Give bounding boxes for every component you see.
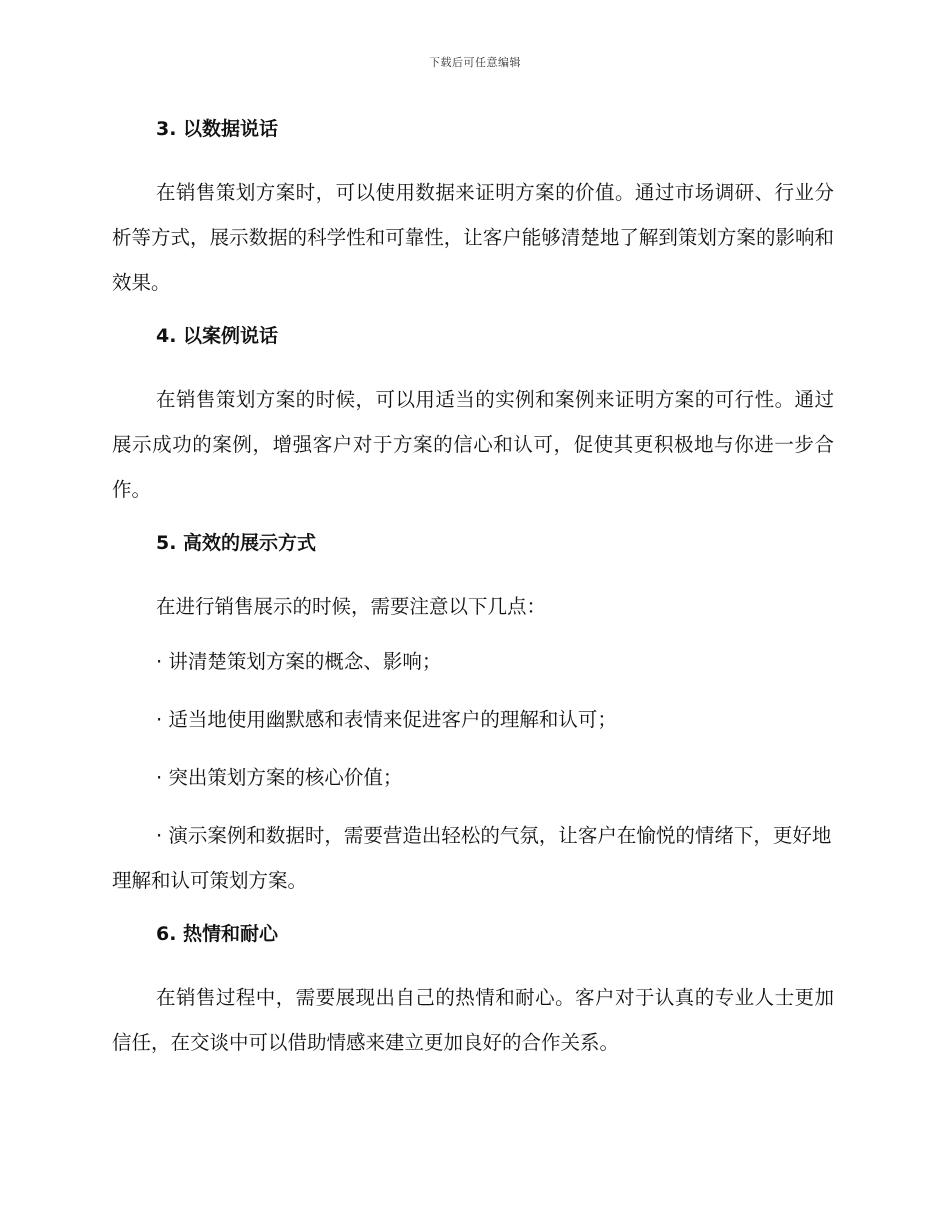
document-body: [112, 112, 834, 1075]
bullet-item: · 突出策划方案的核心价值；: [156, 766, 403, 789]
paragraph: 在销售策划方案的时候，可以用适当的实例和案例来证明方案的可行性。通过展示成功的案例，增强客户对于方案的信心和认可，促使其更积极地与你进一步合作。: [112, 388, 834, 501]
paragraph: 在销售策划方案时，可以使用数据来证明方案的价值。通过市场调研、行业分析等方式，展示数据的科学性和可靠性，让客户能够清楚地了解到策划方案的影响和效果。: [112, 181, 834, 294]
section-heading: 3. 以数据说话: [156, 118, 279, 140]
section-heading: 6. 热情和耐心: [156, 923, 279, 945]
page-header: 下载后可任意编辑: [429, 56, 521, 69]
section-6: [112, 917, 834, 1065]
section-3: [112, 112, 834, 305]
paragraph: 在进行销售展示的时候，需要注意以下几点：: [156, 595, 547, 618]
bullet-item: · 适当地使用幽默感和表情来促进客户的理解和认可；: [156, 708, 617, 731]
section-heading: 5. 高效的展示方式: [156, 532, 317, 554]
bullet-item: · 讲清楚策划方案的概念、影响；: [156, 650, 442, 673]
bullet-item: · 演示案例和数据时，需要营造出轻松的气氛，让客户在愉悦的情绪下，更好地理解和认可策划方案。: [112, 824, 832, 892]
section-5: [112, 526, 834, 903]
section-4: [112, 319, 834, 512]
paragraph: 在销售过程中，需要展现出自己的热情和耐心。客户对于认真的专业人士更加信任，在交谈中可以借助情感来建立更加良好的合作关系。: [112, 986, 834, 1054]
section-heading: 4. 以案例说话: [156, 325, 279, 347]
